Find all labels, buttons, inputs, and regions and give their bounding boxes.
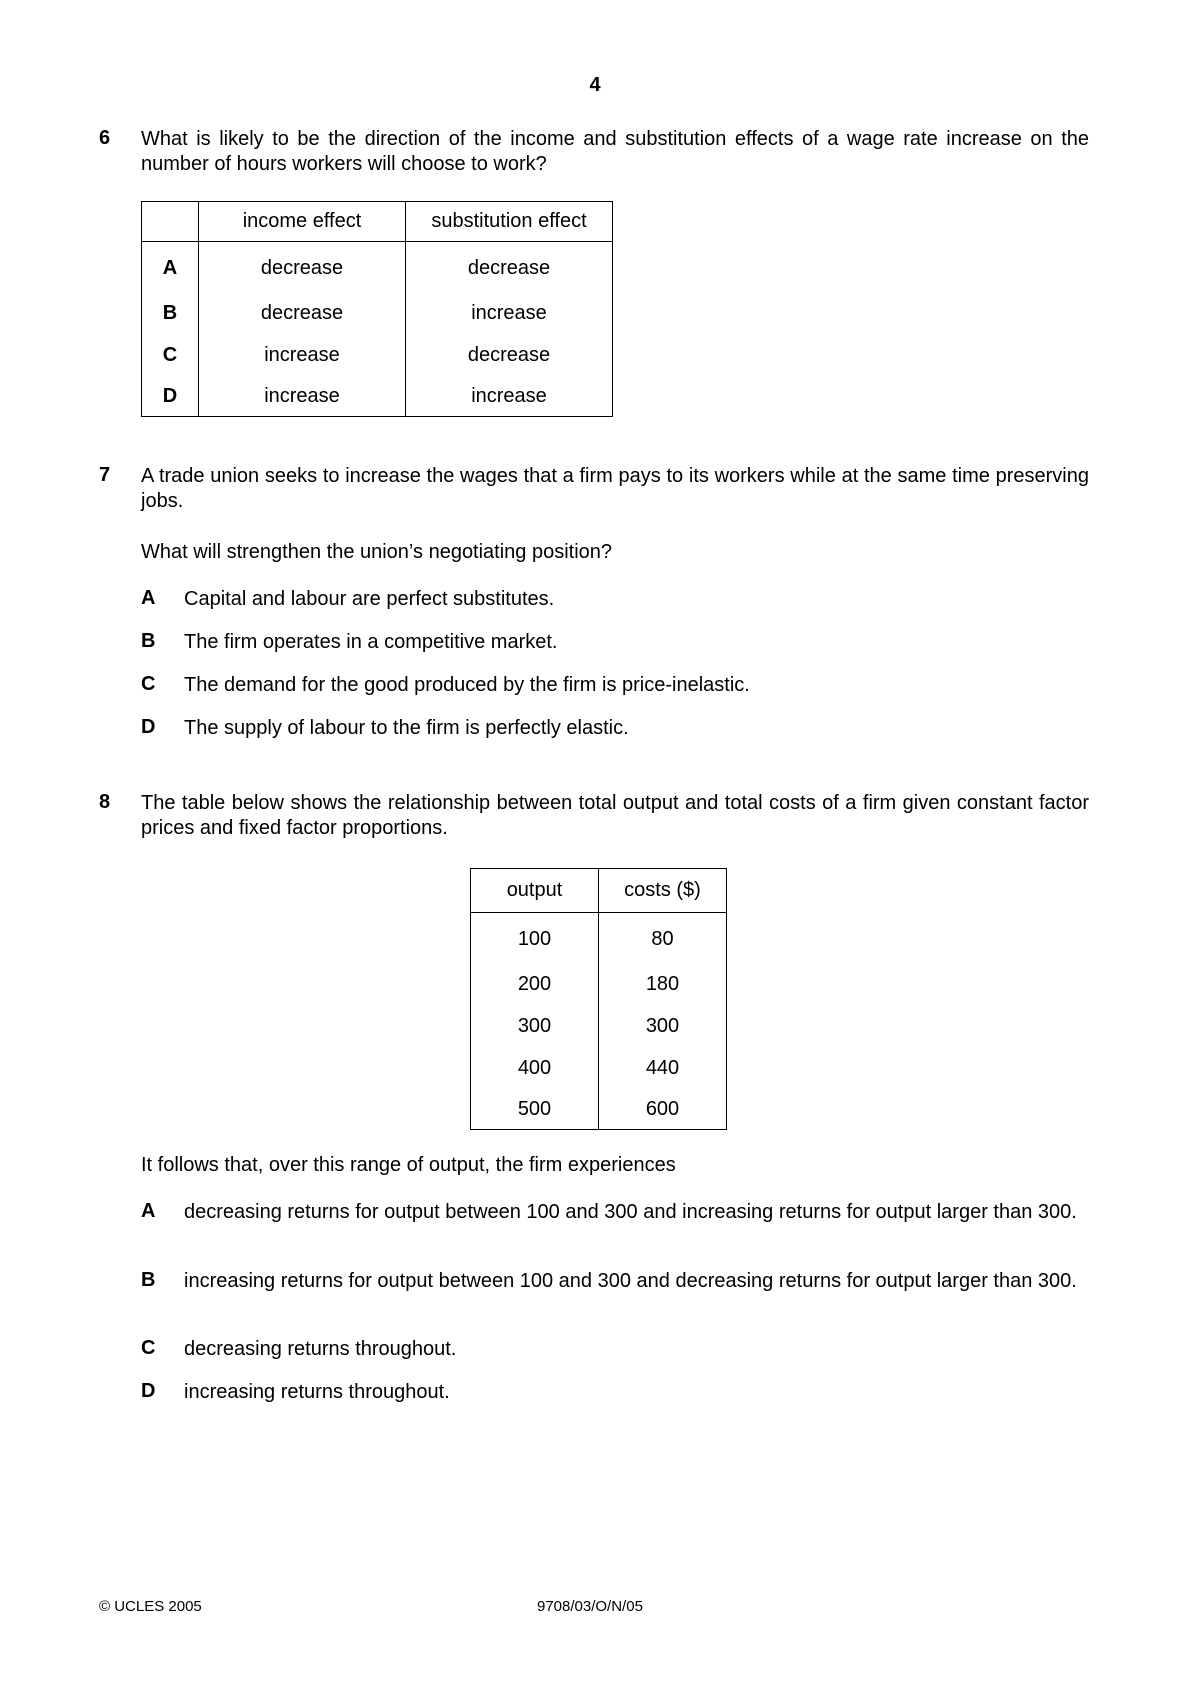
question-8-number: 8 (99, 791, 111, 813)
q8-option-text: decreasing returns for output between 100 and 300 and increasing returns for output larger than 300. (184, 1201, 1077, 1223)
output-cell: 100 (471, 913, 599, 964)
table-row (471, 1047, 727, 1089)
q7-option-letter: D (141, 716, 156, 738)
table-header-costs: costs ($) (599, 869, 727, 913)
output-cell: 500 (471, 1089, 599, 1130)
table-row (471, 963, 727, 1005)
table-header-blank (142, 202, 199, 242)
output-cell: 200 (471, 963, 599, 1005)
costs-cell: 600 (645, 1097, 680, 1120)
costs-cell: 80 (651, 927, 674, 950)
question-6-text: What is likely to be the direction of the income and substitution effects of a wage rate increase on the number of hours workers will choose to work? (141, 128, 1089, 175)
q8-option-letter: A (141, 1200, 156, 1222)
question-7-prompt: What will strengthen the union’s negotiating position? (141, 541, 613, 563)
q7-option-letter: C (141, 673, 156, 695)
income-effect-cell: decrease (199, 242, 406, 293)
q7-option-letter: B (141, 630, 156, 652)
table-row (471, 1005, 727, 1047)
income-effect-cell: decrease (199, 292, 406, 334)
page-number: 4 (589, 74, 601, 96)
table-row (142, 376, 613, 417)
table-header-substitution-effect: substitution effect (406, 202, 613, 242)
substitution-effect-cell: increase (471, 384, 547, 407)
table-header-income-effect: income effect (199, 202, 406, 242)
substitution-effect-cell: decrease (467, 343, 551, 366)
q8-option-text: decreasing returns throughout. (184, 1338, 457, 1360)
table-header-output: output (471, 869, 599, 913)
question-8-prompt: It follows that, over this range of output, the firm experiences (141, 1154, 676, 1176)
q8-option-text: increasing returns for output between 100 and 300 and decreasing returns for output larger than 300. (184, 1270, 1077, 1292)
income-effect-cell: increase (199, 376, 406, 417)
table-header-row (142, 202, 613, 242)
question-8-text: The table below shows the relationship between total output and total costs of a firm given constant factor prices and fixed factor proportions. (141, 792, 1089, 839)
table-header-row (471, 869, 727, 913)
question-6-table (141, 201, 613, 417)
q7-option-text: Capital and labour are perfect substitutes. (184, 588, 555, 610)
footer-copyright: © UCLES 2005 (99, 1598, 202, 1615)
q7-option-text: The demand for the good produced by the firm is price-inelastic. (184, 674, 750, 696)
q7-option-text: The supply of labour to the firm is perfectly elastic. (184, 717, 629, 739)
question-6-number: 6 (99, 127, 111, 149)
row-letter: D (142, 376, 199, 417)
q7-option-text: The firm operates in a competitive market. (184, 631, 558, 653)
income-effect-cell: increase (199, 334, 406, 376)
substitution-effect-cell: increase (471, 301, 547, 324)
substitution-effect-cell: decrease (467, 256, 551, 279)
footer-paper-code: 9708/03/O/N/05 (537, 1598, 643, 1615)
table-row (142, 334, 613, 376)
costs-cell: 440 (645, 1056, 680, 1079)
question-7-number: 7 (99, 464, 111, 486)
q8-option-letter: D (141, 1380, 156, 1402)
row-letter: C (142, 334, 199, 376)
output-cell: 400 (471, 1047, 599, 1089)
row-letter: B (142, 292, 199, 334)
output-cell: 300 (471, 1005, 599, 1047)
table-row (471, 1089, 727, 1130)
question-7-text: A trade union seeks to increase the wages that a firm pays to its workers while at the same time preserving jobs. (141, 465, 1089, 512)
q8-option-letter: B (141, 1269, 156, 1291)
table-row (142, 242, 613, 293)
q7-option-letter: A (141, 587, 156, 609)
question-8-table (470, 868, 727, 1130)
q8-option-letter: C (141, 1337, 156, 1359)
costs-cell: 300 (645, 1014, 680, 1037)
table-row (142, 292, 613, 334)
row-letter: A (142, 242, 199, 293)
q8-option-text: increasing returns throughout. (184, 1381, 450, 1403)
costs-cell: 180 (645, 972, 680, 995)
table-row (471, 913, 727, 964)
